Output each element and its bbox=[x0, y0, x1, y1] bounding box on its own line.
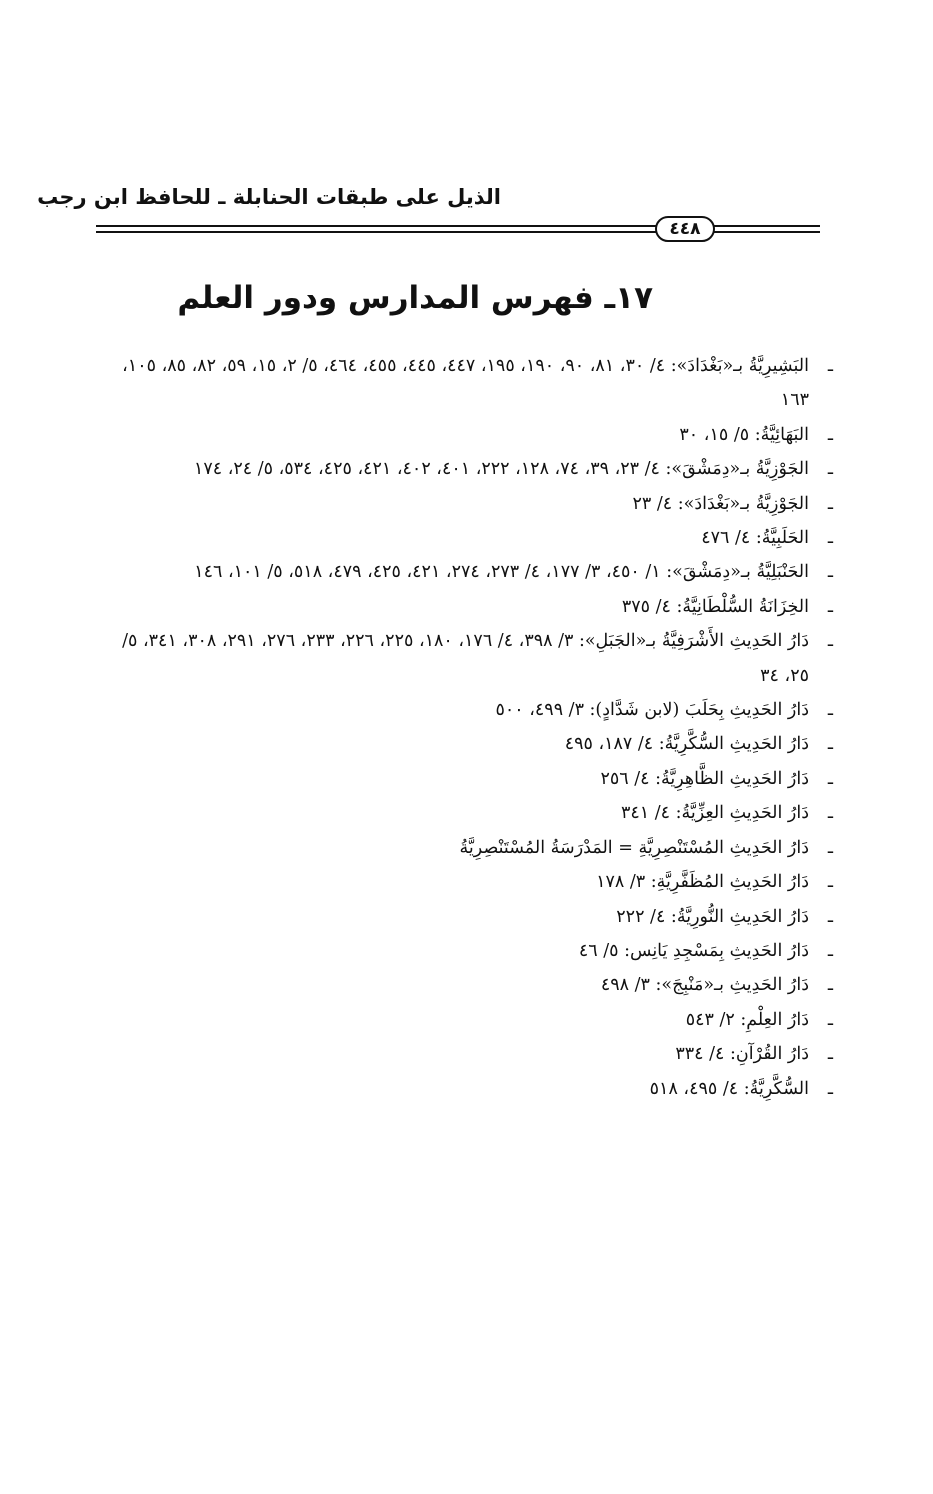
entry-bullet: ـ bbox=[827, 459, 833, 480]
entry-text: السُّكَّرِيَّةُ: ٤/ ٤٩٥، ٥١٨ bbox=[649, 1078, 809, 1099]
entry-bullet: ـ bbox=[827, 940, 833, 961]
entry-text: الخِزَانَةُ السُّلْطَانِيَّةُ: ٤/ ٣٧٥ bbox=[621, 596, 809, 617]
entry-text: دَارُ الحَدِيثِ بـ«مَنْبِجَ»: ٣/ ٤٩٨ bbox=[600, 975, 809, 996]
entry-bullet: ـ bbox=[827, 1009, 833, 1030]
index-entry bbox=[93, 693, 833, 727]
index-entry bbox=[93, 349, 833, 418]
index-entry bbox=[93, 452, 833, 486]
entry-text: دَارُ الحَدِيثِ النُّورِيَّةُ: ٤/ ٢٢٢ bbox=[616, 906, 809, 927]
entry-bullet: ـ bbox=[827, 631, 833, 652]
page-number: ٤٤٨ bbox=[669, 219, 701, 239]
index-entries bbox=[93, 349, 833, 1106]
header-rule bbox=[96, 214, 820, 244]
entry-text: دَارُ الحَدِيثِ المُسْتَنْصِرِيَّةِ = المَدْرَسَةُ المُسْتَنْصِرِيَّةُ bbox=[459, 837, 809, 858]
entry-text: دَارُ الحَدِيثِ المُظَفَّرِيَّةِ: ٣/ ١٧٨ bbox=[596, 872, 809, 893]
entry-bullet: ـ bbox=[827, 1044, 833, 1065]
entry-text: دَارُ العِلْمِ: ٢/ ٥٤٣ bbox=[685, 1009, 809, 1030]
entry-bullet: ـ bbox=[827, 837, 833, 858]
entry-bullet: ـ bbox=[827, 493, 833, 514]
index-entry bbox=[93, 624, 833, 693]
index-entry bbox=[93, 968, 833, 1002]
entry-bullet: ـ bbox=[827, 596, 833, 617]
index-entry bbox=[93, 727, 833, 761]
index-entry bbox=[93, 900, 833, 934]
index-entry bbox=[93, 590, 833, 624]
entry-bullet: ـ bbox=[827, 528, 833, 549]
entry-text: دَارُ الحَدِيثِ العِزِّيَّةُ: ٤/ ٣٤١ bbox=[620, 803, 809, 824]
entry-text: دَارُ الحَدِيثِ الظَّاهِرِيَّةُ: ٤/ ٢٥٦ bbox=[600, 768, 809, 789]
entry-bullet: ـ bbox=[827, 975, 833, 996]
entry-bullet: ـ bbox=[827, 562, 833, 583]
entry-bullet: ـ bbox=[827, 700, 833, 721]
entry-text: الحَلَبِيَّةُ: ٤/ ٤٧٦ bbox=[701, 528, 809, 549]
index-entry bbox=[93, 555, 833, 589]
entry-text: دَارُ الحَدِيثِ بِمَسْجِدِ يَانِس: ٥/ ٤٦ bbox=[578, 940, 809, 961]
entry-text: البَشِيرِيَّةُ بـ«بَغْدَادَ»: ٤/ ٣٠، ٨١، ٩٠، ١٩٠، ١٩٥، ٤٤٧، ٤٤٥، ٤٥٥، ٤٦٤، ٥/ ٢، ١٥، ٥٩، ٨٢، ٨٥، ١٠٥، ١٦٣ bbox=[122, 356, 809, 411]
index-entry bbox=[93, 487, 833, 521]
index-entry bbox=[93, 1037, 833, 1071]
entry-text: دَارُ القُرْآنِ: ٤/ ٣٣٤ bbox=[675, 1044, 809, 1065]
index-entry bbox=[93, 831, 833, 865]
entry-bullet: ـ bbox=[827, 734, 833, 755]
entry-text: الجَوْزِيَّةُ بـ«بَغْدَادَ»: ٤/ ٢٣ bbox=[632, 493, 809, 514]
entry-bullet: ـ bbox=[827, 768, 833, 789]
entry-text: الجَوْزِيَّةُ بـ«دِمَشْقَ»: ٤/ ٢٣، ٣٩، ٧٤، ١٢٨، ٢٢٢، ٤٠١، ٤٠٢، ٤٢١، ٤٢٥، ٥٣٤، ٥/ ٢٤، ١٧٤ bbox=[193, 459, 809, 480]
entry-bullet: ـ bbox=[827, 803, 833, 824]
entry-text: دَارُ الحَدِيثِ الأَشْرَفِيَّةُ بـ«الجَبَلِ»: ٣/ ٣٩٨، ٤/ ١٧٦، ١٨٠، ٢٢٥، ٢٢٦، ٢٣٣، ٢٧٦، ٢٩١، ٣٠٨، ٣٤١، ٥/ ٢٥، ٣٤ bbox=[122, 631, 809, 686]
index-entry bbox=[93, 762, 833, 796]
running-title: الذيل على طبقات الحنابلة ـ للحافظ ابن رجب bbox=[37, 185, 501, 209]
entry-bullet: ـ bbox=[827, 424, 833, 445]
entry-bullet: ـ bbox=[827, 1078, 833, 1099]
entry-text: دَارُ الحَدِيثِ السُّكَّرِيَّةُ: ٤/ ١٨٧، ٤٩٥ bbox=[564, 734, 809, 755]
entry-bullet: ـ bbox=[827, 872, 833, 893]
section-title: ١٧ـ فهرس المدارس ودور العلم bbox=[177, 280, 653, 316]
index-entry bbox=[93, 521, 833, 555]
entry-text: الحَنْبَلِيَّةُ بـ«دِمَشْقَ»: ١/ ٤٥٠، ٣/ ١٧٧، ٤/ ٢٧٣، ٢٧٤، ٤٢١، ٤٢٥، ٤٧٩، ٥١٨، ٥/ ١٠١، ١٤٦ bbox=[194, 562, 809, 583]
index-entry bbox=[93, 1003, 833, 1037]
entry-bullet: ـ bbox=[827, 906, 833, 927]
entry-text: البَهَائِيَّةُ: ٥/ ١٥، ٣٠ bbox=[679, 424, 809, 445]
index-entry bbox=[93, 865, 833, 899]
index-entry bbox=[93, 1072, 833, 1106]
index-entry bbox=[93, 418, 833, 452]
entry-bullet: ـ bbox=[827, 356, 833, 376]
index-entry bbox=[93, 934, 833, 968]
entry-text: دَارُ الحَدِيثِ بِحَلَبَ (لابن شَدَّادٍ): ٣/ ٤٩٩، ٥٠٠ bbox=[495, 700, 809, 721]
index-entry bbox=[93, 796, 833, 830]
